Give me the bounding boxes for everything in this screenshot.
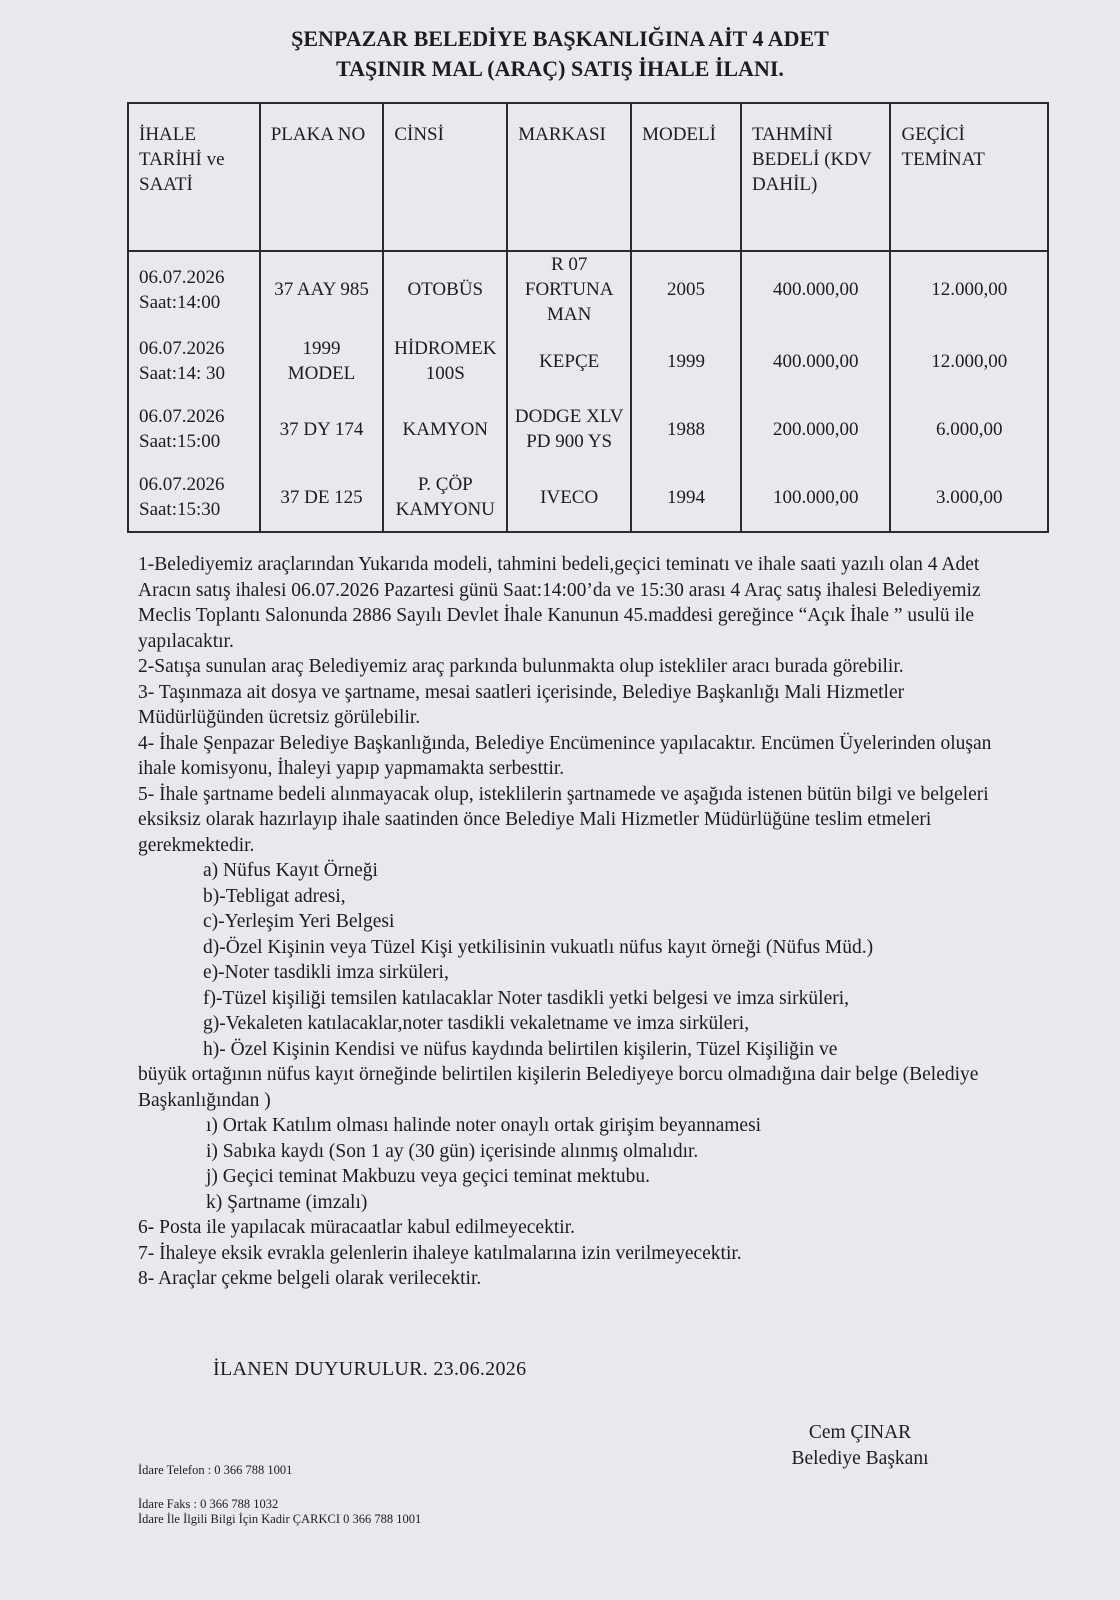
table-row: [128, 327, 1048, 395]
list-item-h-rest: büyük ortağının nüfus kayıt örneğinde belirtilen kişilerin Belediyeye borcu olmadığına dair belge (Belediye Başkanlığından ): [138, 1064, 979, 1111]
list-item: b)-Tebligat adresi,: [203, 885, 346, 907]
brand-cell: KEPÇE: [507, 327, 631, 395]
column-header: GEÇİCİ TEMİNAT: [890, 103, 1048, 251]
model-year-cell: 1994: [631, 463, 741, 532]
list-item: d)-Özel Kişinin veya Tüzel Kişi yetkilisinin vukuatlı nüfus kayıt örneği (Nüfus Müd.): [203, 936, 874, 958]
auction-time: Saat:15:30: [139, 499, 221, 520]
deposit-cell: 3.000,00: [890, 463, 1048, 532]
column-header: MODELİ: [631, 103, 741, 251]
paragraph-2: 2-Satışa sunulan araç Belediyemiz araç parkında bulunmakta olup istekliler aracı burada görebilir.: [138, 656, 904, 677]
announcement-line: İLANEN DUYURULUR. 23.06.2026: [213, 1358, 527, 1380]
estimated-price-cell: 100.000,00: [741, 463, 891, 532]
vehicle-type-cell: HİDROMEK 100S: [383, 327, 507, 395]
list-item: i) Sabıka kaydı (Son 1 ay (30 gün) içerisinde alınmış olmalıdır.: [206, 1140, 699, 1162]
plate-cell: 37 DY 174: [260, 395, 384, 463]
plate-cell: 37 DE 125: [260, 463, 384, 532]
paragraph-7: 7- İhaleye eksik evrakla gelenlerin ihaleye katılmalarına izin verilmeyecektir.: [138, 1242, 742, 1264]
plate-cell: 37 AAY 985: [260, 251, 384, 327]
estimated-price-cell: 200.000,00: [741, 395, 891, 463]
table-row: [128, 463, 1048, 532]
vehicle-type-cell: P. ÇÖP KAMYONU: [383, 463, 507, 532]
notice-body: [138, 552, 1018, 1292]
model-year-cell: 1988: [631, 395, 741, 463]
list-item: e)-Noter tasdikli imza sirküleri,: [203, 962, 449, 983]
vehicle-auction-table: [127, 102, 1049, 533]
deposit-cell: 12.000,00: [890, 327, 1048, 395]
document-title: [0, 24, 1120, 84]
model-year-cell: 1999: [631, 327, 741, 395]
vehicle-type-cell: OTOBÜS: [383, 251, 507, 327]
model-year-cell: 2005: [631, 251, 741, 327]
auction-time: Saat:14:00: [139, 291, 221, 313]
brand-cell: DODGE XLV PD 900 YS: [507, 395, 631, 463]
auction-date: 06.07.2026: [139, 474, 225, 495]
auction-time: Saat:14: 30: [139, 363, 226, 384]
auction-date: 06.07.2026: [139, 338, 225, 359]
brand-cell: IVECO: [507, 463, 631, 532]
signatory-name: Cem ÇINAR: [808, 1422, 912, 1443]
auction-date: 06.07.2026: [139, 406, 225, 427]
paragraph-8: 8- Araçlar çekme belgeli olarak verilecektir.: [138, 1268, 482, 1289]
table-header-row: [128, 103, 1048, 251]
title-line-1: ŞENPAZAR BELEDİYE BAŞKANLIĞINA AİT 4 ADET: [291, 26, 829, 51]
column-header: CİNSİ: [383, 103, 507, 251]
contact-phone: İdare Telefon : 0 366 788 1001: [138, 1463, 293, 1477]
column-header: PLAKA NO: [260, 103, 384, 251]
contact-fax: İdare Faks : 0 366 788 1032: [138, 1497, 279, 1511]
title-line-2: TAŞINIR MAL (ARAÇ) SATIŞ İHALE İLANI.: [336, 56, 784, 81]
list-item: a) Nüfus Kayıt Örneği: [203, 860, 378, 881]
brand-cell: R 07 FORTUNA MAN: [507, 251, 631, 327]
contact-info-person: İdare İle İlgili Bilgi İçin Kadir ÇARKCI 0 366 788 1001: [138, 1512, 422, 1526]
table-row: [128, 395, 1048, 463]
list-item: f)-Tüzel kişiliği temsilen katılacaklar Noter tasdikli yetki belgesi ve imza sirküleri,: [203, 987, 850, 1009]
list-item: k) Şartname (imzalı): [206, 1191, 368, 1213]
list-item: c)-Yerleşim Yeri Belgesi: [203, 911, 395, 932]
column-header: İHALE TARİHİ ve SAATİ: [128, 103, 260, 251]
auction-date: 06.07.2026: [139, 266, 225, 288]
list-item: j) Geçici teminat Makbuzu veya geçici teminat mektubu.: [206, 1166, 651, 1187]
auction-time: Saat:15:00: [139, 431, 221, 452]
deposit-cell: 12.000,00: [890, 251, 1048, 327]
signatory-title: Belediye Başkanı: [791, 1448, 929, 1469]
auction-date-cell: [128, 251, 260, 327]
auction-date-cell: [128, 395, 260, 463]
plate-cell: 1999 MODEL: [260, 327, 384, 395]
list-item-h-first: h)- Özel Kişinin Kendisi ve nüfus kaydında belirtilen kişilerin, Tüzel Kişiliğin ve: [203, 1038, 838, 1060]
list-item: g)-Vekaleten katılacaklar,noter tasdikli vekaletname ve imza sirküleri,: [203, 1013, 750, 1034]
estimated-price-cell: 400.000,00: [741, 327, 891, 395]
paragraph-1: 1-Belediyemiz araçlarından Yukarıda modeli, tahmini bedeli,geçici teminatı ve ihale saati yazılı olan 4 Adet Aracın satış ihalesi 06.07.2026 Pazartesi günü Saat:14:00’da ve 15:30 arası 4 Araç satış ihalesi Belediyemiz Meclis Toplantı Salonunda 2886 Sayılı Devlet İhale Kanunun 45.maddesi gereğince “Açık İhale ” usulü ile yapılacaktır.: [138, 554, 981, 652]
deposit-cell: 6.000,00: [890, 395, 1048, 463]
column-header: TAHMİNİ BEDELİ (KDV DAHİL): [741, 103, 891, 251]
paragraph-6: 6- Posta ile yapılacak müracaatlar kabul edilmeyecektir.: [138, 1217, 575, 1238]
column-header: MARKASI: [507, 103, 631, 251]
auction-date-cell: [128, 463, 260, 532]
signature-block: [760, 1420, 960, 1472]
list-item: ı) Ortak Katılım olması halinde noter onaylı ortak girişim beyannamesi: [206, 1115, 762, 1136]
estimated-price-cell: 400.000,00: [741, 251, 891, 327]
paragraph-4: 4- İhale Şenpazar Belediye Başkanlığında, Belediye Encümenince yapılacaktır. Encümen Üyelerinden oluşan ihale komisyonu, İhaleyi yapıp yapmamakta serbesttir.: [138, 732, 992, 779]
paragraph-5: 5- İhale şartname bedeli alınmayacak olup, isteklilerin şartnamede ve aşağıda istenen bütün bilgi ve belgeleri eksiksiz olarak hazırlayıp ihale saatinden önce Belediye Mali Hizmetler Müdürlüğüne teslim etmeleri gerekmektedir.: [138, 783, 989, 856]
auction-date-cell: [128, 327, 260, 395]
table-row: [128, 251, 1048, 327]
paragraph-3: 3- Taşınmaza ait dosya ve şartname, mesai saatleri içerisinde, Belediye Başkanlığı Mali Hizmetler Müdürlüğünden ücretsiz görülebilir.: [138, 681, 905, 728]
vehicle-type-cell: KAMYON: [383, 395, 507, 463]
